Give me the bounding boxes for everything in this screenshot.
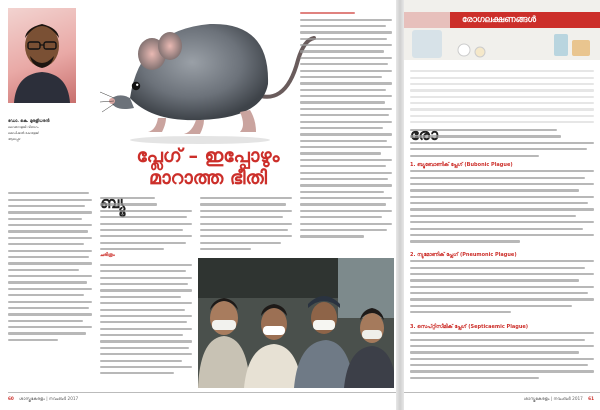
symptoms-banner: [404, 12, 600, 28]
section-heading-septicaemic: 3. സെപ്റ്റിസീമിക് പ്ലേഗ് (Septicaemic Plague): [410, 324, 529, 330]
author-bio-line: ആലപ്പുഴ: [8, 137, 21, 141]
publication-name-right: ശാസ്ത്രകേരളം | നവംബർ 2017: [523, 396, 583, 401]
footer-left: [8, 392, 396, 404]
article-headline: [108, 145, 308, 189]
medicine-photo-caption-area: [410, 66, 594, 123]
article-column-4: [300, 8, 392, 238]
section-body-bubonic: [410, 166, 594, 243]
section-heading-bubonic: 1. ബ്യൂബോണിക് പ്ലേഗ് (Bubonic Plague): [410, 162, 513, 168]
page-number-left: 60: [8, 396, 14, 401]
banner-title: രോഗലക്ഷണങ്ങൾ: [450, 12, 600, 28]
publication-name-left: ശാസ്ത്രകേരളം | നവംബർ 2017: [19, 396, 79, 401]
article-column-2: [100, 195, 192, 374]
author-bio: [8, 118, 86, 142]
subheading-history: ചരിത്രം: [100, 253, 115, 259]
section-body-septicaemic: [410, 328, 594, 379]
author-name: ഡോ. കെ. മുരളീധരൻ: [8, 118, 50, 123]
author-bio-line: വൈറോളജി വിഭാഗം: [8, 125, 39, 129]
author-photo: [8, 8, 76, 103]
page-gutter: [396, 0, 404, 410]
headline-line-2: മാറാത്ത ഭീതി: [149, 167, 267, 189]
medicine-background-image: [404, 0, 600, 60]
masked-crowd-photo: [198, 258, 394, 388]
section-heading-pneumonic: 2. ന്യുമോണിക് പ്ലേഗ് (Pneumonic Plague): [410, 252, 517, 258]
headline-line-1: പ്ലേഗ് – ഇപ്പോഴും: [136, 145, 280, 167]
article-column-3: [200, 195, 292, 250]
rat-illustration: [100, 0, 320, 150]
author-bio-line: മെഡിക്കൽ കോളേജ്: [8, 131, 39, 135]
footer-right: [404, 392, 600, 404]
article-column-1: [8, 188, 92, 341]
page-number-right: 61: [588, 396, 594, 401]
symptoms-intro: [410, 128, 594, 157]
right-page: [404, 0, 600, 410]
section-body-pneumonic: [410, 256, 594, 313]
